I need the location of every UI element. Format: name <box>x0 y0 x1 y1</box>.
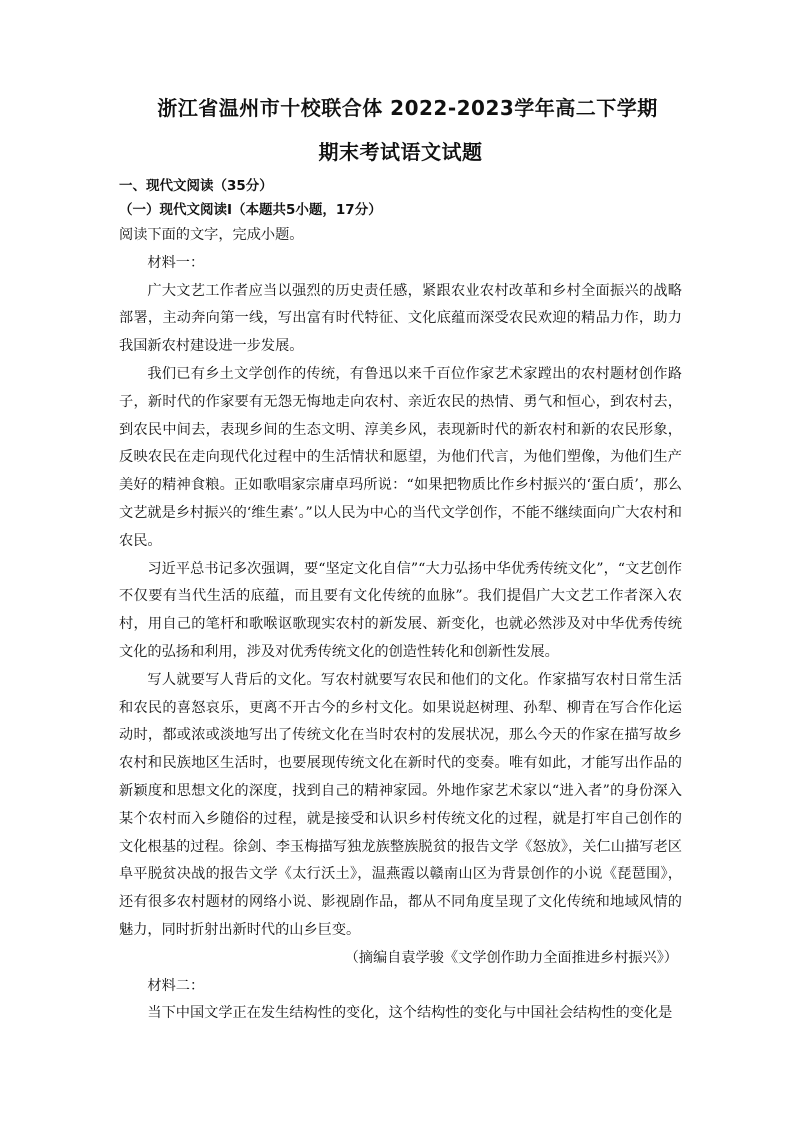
document-title-line2: 期末考试语文试题 <box>318 140 483 164</box>
material1-paragraph-2: 我们已有乡土文学创作的传统，有鲁迅以来千百位作家艺术家蹚出的农村题材创作路子，新时代的作家要有无怨无悔地走向农村、亲近农民的热情、勇气和恒心，到农村去，到农民中间去，表现乡间的生态文明、淳美乡风，表现新时代的新农村和新的农民形象，反映农民在走向现代化过程中的生活情状和愿望，为他们代言，为他们塑像，为他们生产美好的精神食粮。正如歌唱家宗庸卓玛所说：“如果把物质比作乡村振兴的‘蛋白质’，那么文艺就是乡村振兴的‘维生素’。”以人民为中心的当代文学创作，不能不继续面向广大农村和农民。 <box>119 365 682 549</box>
material1-label: 材料一： <box>147 254 205 271</box>
material1-paragraph-1: 广大文艺工作者应当以强烈的历史责任感，紧跟农业农村改革和乡村全面振兴的战略部署，主动奔向第一线，写出富有时代特征、文化底蕴而深受农民欢迎的精品力作，助力我国新农村建设进一步发展。 <box>119 282 682 355</box>
instruction-text: 阅读下面的文字，完成小题。 <box>119 227 304 243</box>
material1-paragraph-4: 写人就要写人背后的文化。写农村就要写农民和他们的文化。作家描写农村日常生活和农民的喜怒哀乐，更离不开古今的乡村文化。如果说赵树理、孙犁、柳青在写合作化运动时，都或浓或淡地写出了传统文化在当时农村的发展状况，那么今天的作家在描写故乡农村和民族地区生活时，也要展现传统文化在新时代的变奏。唯有如此，才能写出作品的新颖度和思想文化的深度，找到自己的精神家园。外地作家艺术家以“进入者”的身份深入某个农村而入乡随俗的过程，就是接受和认识乡村传统文化的过程，就是打牢自己创作的文化根基的过程。徐剑、李玉梅描写独龙族整族脱贫的报告文学《怒放》，关仁山描写老区阜平脱贫决战的报告文学《太行沃土》，温燕霞以赣南山区为背景创作的小说《琵琶围》，还有很多农村题材的网络小说、影视剧作品，都从不同角度呈现了文化传统和地域风情的魅力，同时折射出新时代的山乡巨变。 <box>119 671 682 938</box>
material2-paragraph-1: 当下中国文学正在发生结构性的变化，这个结构性的变化与中国社会结构性的变化是 <box>147 1005 673 1022</box>
document-title-line1: 浙江省温州市十校联合体 2022-2023学年高二下学期 <box>157 96 658 120</box>
subsection-heading: （一）现代文阅读Ⅰ（本题共5小题，17分） <box>119 202 382 218</box>
material1-source: （摘编自袁学骏《文学创作助力全面推进乡村振兴》） <box>344 949 678 966</box>
material2-label: 材料二： <box>147 977 205 994</box>
material1-paragraph-3: 习近平总书记多次强调，要“坚定文化自信”“大力弘扬中华优秀传统文化”，“文艺创作不仅要有当代生活的底蕴，而且要有文化传统的血脉”。我们提倡广大文艺工作者深入农村，用自己的笔杆和歌喉讴歌现实农村的新发展、新变化，也就必然涉及对中华优秀传统文化的弘扬和利用，涉及对优秀传统文化的创造性转化和创新性发展。 <box>119 560 682 660</box>
section-heading: 一、现代文阅读（35分） <box>119 178 273 194</box>
